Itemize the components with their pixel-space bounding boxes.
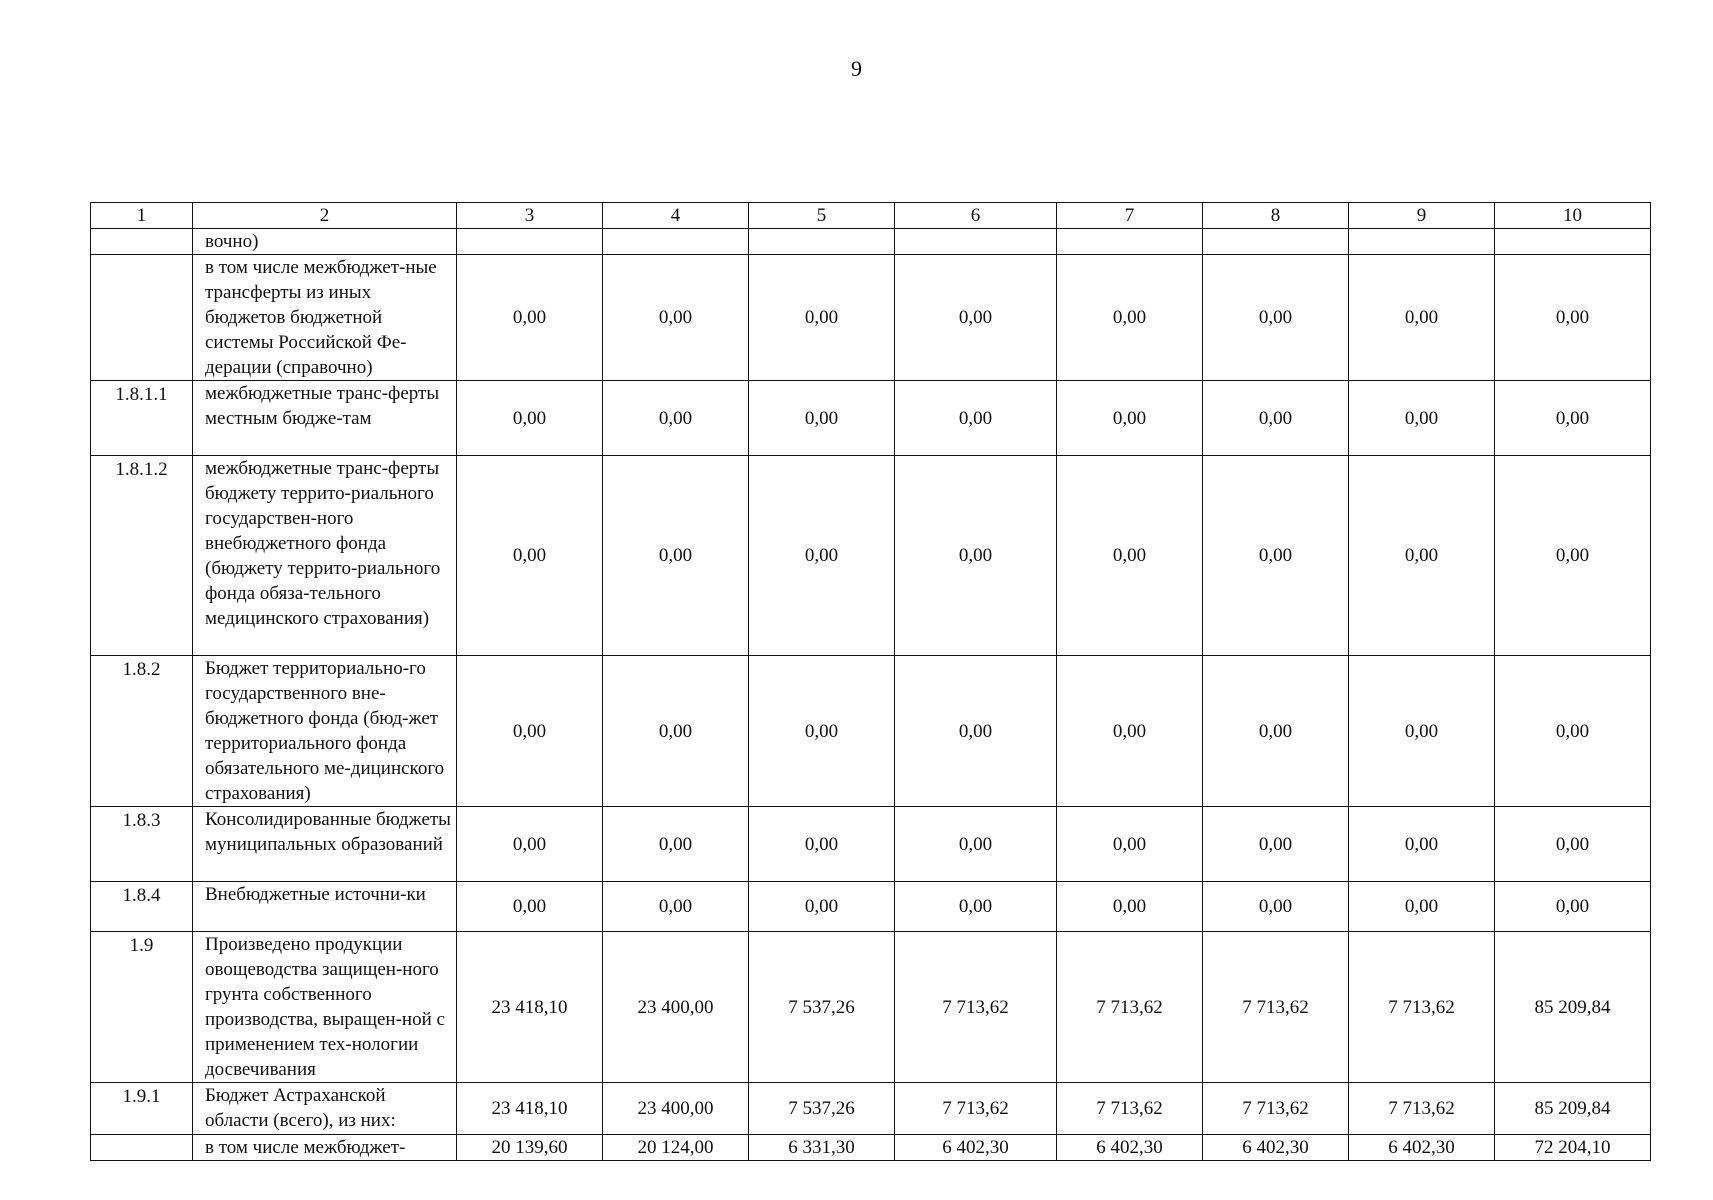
row-value xyxy=(895,229,1057,255)
row-value: 7 713,62 xyxy=(1349,1083,1495,1135)
row-value: 7 713,62 xyxy=(895,1083,1057,1135)
row-value: 23 418,10 xyxy=(457,1083,603,1135)
budget-table xyxy=(90,202,1651,1161)
row-value: 6 402,30 xyxy=(1349,1135,1495,1161)
row-value xyxy=(1057,229,1203,255)
row-name: Внебюджетные источни-ки xyxy=(193,882,457,932)
row-value: 6 402,30 xyxy=(895,1135,1057,1161)
row-value: 85 209,84 xyxy=(1495,1083,1651,1135)
row-value: 7 713,62 xyxy=(1057,1083,1203,1135)
column-header: 2 xyxy=(193,203,457,229)
row-value: 0,00 xyxy=(1057,381,1203,456)
table-row xyxy=(91,882,1651,932)
row-code: 1.8.2 xyxy=(91,656,193,807)
row-value: 0,00 xyxy=(603,656,749,807)
row-value: 6 331,30 xyxy=(749,1135,895,1161)
row-code xyxy=(91,1135,193,1161)
row-value: 23 400,00 xyxy=(603,932,749,1083)
table-row xyxy=(91,1135,1651,1161)
column-header: 3 xyxy=(457,203,603,229)
row-value: 0,00 xyxy=(457,807,603,882)
row-value xyxy=(749,229,895,255)
row-value: 85 209,84 xyxy=(1495,932,1651,1083)
row-value: 0,00 xyxy=(457,882,603,932)
row-value: 0,00 xyxy=(1057,656,1203,807)
row-value: 7 713,62 xyxy=(1057,932,1203,1083)
row-value: 0,00 xyxy=(1057,807,1203,882)
column-header: 5 xyxy=(749,203,895,229)
row-value: 0,00 xyxy=(1349,656,1495,807)
row-value xyxy=(1203,229,1349,255)
column-header: 1 xyxy=(91,203,193,229)
table-row xyxy=(91,255,1651,381)
table-row xyxy=(91,932,1651,1083)
row-name: Произведено продукции овощеводства защищен-ного грунта собственного производства, выращен-ной с применением тех-нологии досвечивания xyxy=(193,932,457,1083)
row-value: 0,00 xyxy=(1349,255,1495,381)
row-value: 0,00 xyxy=(1203,656,1349,807)
row-value: 0,00 xyxy=(1495,456,1651,656)
column-header: 10 xyxy=(1495,203,1651,229)
row-code: 1.9 xyxy=(91,932,193,1083)
row-value: 0,00 xyxy=(457,381,603,456)
table-row xyxy=(91,229,1651,255)
row-value: 0,00 xyxy=(457,255,603,381)
column-header: 4 xyxy=(603,203,749,229)
table-header xyxy=(91,203,1651,229)
row-code: 1.9.1 xyxy=(91,1083,193,1135)
row-value: 23 418,10 xyxy=(457,932,603,1083)
row-value: 0,00 xyxy=(1349,381,1495,456)
row-value: 6 402,30 xyxy=(1203,1135,1349,1161)
row-value: 0,00 xyxy=(895,381,1057,456)
row-value: 0,00 xyxy=(1495,656,1651,807)
row-value: 0,00 xyxy=(1495,882,1651,932)
row-name: в том числе межбюджет-ные трансферты из иных бюджетов бюджетной системы Российской Фе-дерации (справочно) xyxy=(193,255,457,381)
row-code: 1.8.3 xyxy=(91,807,193,882)
row-value: 0,00 xyxy=(749,656,895,807)
row-value: 0,00 xyxy=(1203,381,1349,456)
row-value: 0,00 xyxy=(1203,255,1349,381)
row-value: 0,00 xyxy=(895,456,1057,656)
row-name: Консолидированные бюджеты муниципальных образований xyxy=(193,807,457,882)
row-value: 0,00 xyxy=(1203,882,1349,932)
row-value: 20 124,00 xyxy=(603,1135,749,1161)
row-value: 7 537,26 xyxy=(749,932,895,1083)
table-row xyxy=(91,656,1651,807)
row-value: 0,00 xyxy=(749,381,895,456)
row-code xyxy=(91,229,193,255)
table-row xyxy=(91,456,1651,656)
column-header: 8 xyxy=(1203,203,1349,229)
table-row xyxy=(91,807,1651,882)
row-value: 7 713,62 xyxy=(895,932,1057,1083)
table-row xyxy=(91,1083,1651,1135)
row-value: 7 537,26 xyxy=(749,1083,895,1135)
row-value: 0,00 xyxy=(895,656,1057,807)
column-number-row xyxy=(91,203,1651,229)
row-value: 0,00 xyxy=(1057,456,1203,656)
row-value: 0,00 xyxy=(603,882,749,932)
row-value: 0,00 xyxy=(1495,381,1651,456)
row-value: 0,00 xyxy=(1203,456,1349,656)
page-number: 9 xyxy=(851,56,862,81)
row-name: Бюджет территориально-го государственного вне-бюджетного фонда (бюд-жет территориального фонда обязательного ме-дицинского страхования) xyxy=(193,656,457,807)
row-code: 1.8.4 xyxy=(91,882,193,932)
row-value xyxy=(457,229,603,255)
row-name: вочно) xyxy=(193,229,457,255)
row-value: 0,00 xyxy=(603,381,749,456)
column-header: 6 xyxy=(895,203,1057,229)
row-value: 7 713,62 xyxy=(1349,932,1495,1083)
row-name: межбюджетные транс-ферты бюджету террито-риального государствен-ного внебюджетного фонда (бюджету террито-риального фонда обяза-тельного медицинского страхования) xyxy=(193,456,457,656)
row-value: 0,00 xyxy=(1203,807,1349,882)
row-code: 1.8.1.2 xyxy=(91,456,193,656)
row-value: 23 400,00 xyxy=(603,1083,749,1135)
row-value: 0,00 xyxy=(749,807,895,882)
row-value: 0,00 xyxy=(1057,882,1203,932)
row-value: 0,00 xyxy=(1057,255,1203,381)
row-value: 0,00 xyxy=(895,807,1057,882)
row-value: 0,00 xyxy=(895,255,1057,381)
row-value: 0,00 xyxy=(1495,807,1651,882)
row-value: 0,00 xyxy=(603,456,749,656)
row-value xyxy=(1349,229,1495,255)
row-value: 0,00 xyxy=(457,456,603,656)
row-value xyxy=(603,229,749,255)
row-name: в том числе межбюджет- xyxy=(193,1135,457,1161)
row-value: 0,00 xyxy=(1349,882,1495,932)
row-value: 0,00 xyxy=(603,255,749,381)
row-value: 0,00 xyxy=(1495,255,1651,381)
column-header: 7 xyxy=(1057,203,1203,229)
row-name: Бюджет Астраханской области (всего), из них: xyxy=(193,1083,457,1135)
row-value: 0,00 xyxy=(1349,456,1495,656)
column-header: 9 xyxy=(1349,203,1495,229)
row-value: 0,00 xyxy=(895,882,1057,932)
row-value: 72 204,10 xyxy=(1495,1135,1651,1161)
row-value: 7 713,62 xyxy=(1203,932,1349,1083)
row-value: 0,00 xyxy=(749,255,895,381)
row-value: 20 139,60 xyxy=(457,1135,603,1161)
row-value xyxy=(1495,229,1651,255)
row-value: 6 402,30 xyxy=(1057,1135,1203,1161)
row-name: межбюджетные транс-ферты местным бюдже-там xyxy=(193,381,457,456)
row-value: 0,00 xyxy=(603,807,749,882)
row-value: 7 713,62 xyxy=(1203,1083,1349,1135)
row-value: 0,00 xyxy=(457,656,603,807)
row-code: 1.8.1.1 xyxy=(91,381,193,456)
row-value: 0,00 xyxy=(1349,807,1495,882)
row-value: 0,00 xyxy=(749,882,895,932)
row-code xyxy=(91,255,193,381)
row-value: 0,00 xyxy=(749,456,895,656)
table-row xyxy=(91,381,1651,456)
